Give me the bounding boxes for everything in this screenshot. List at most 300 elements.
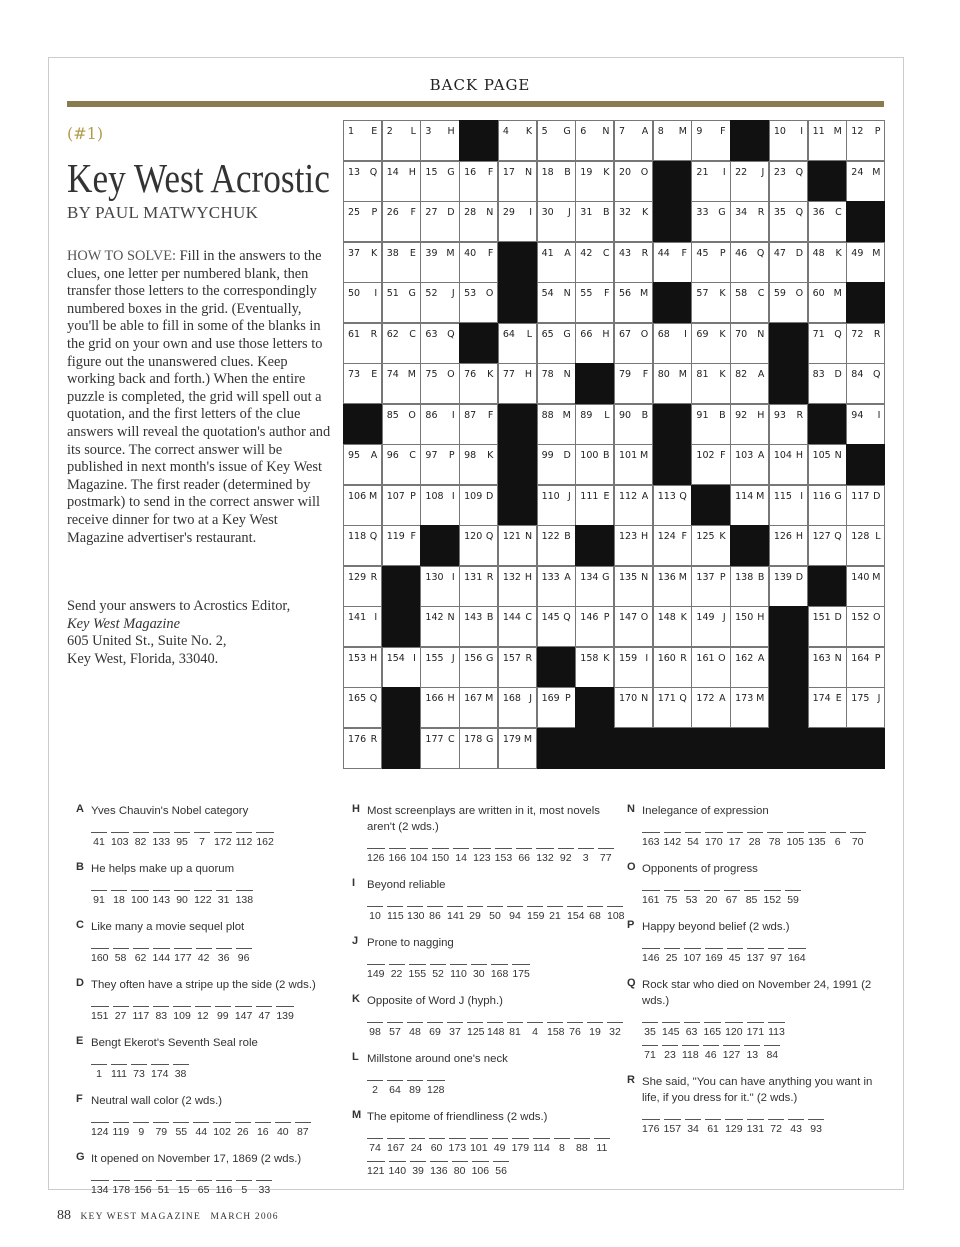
answer-blank[interactable]: 82 [133,832,149,848]
cell-number: 44 [657,247,670,259]
answer-blank[interactable]: 158 [547,1022,563,1038]
clue-item [76,1035,341,1080]
grid-cell [382,161,421,202]
cell-number: 136 [657,571,676,583]
answer-blank[interactable]: 124 [91,1122,109,1138]
answer-blank[interactable]: 57 [387,1022,403,1038]
grid-cell [498,728,537,769]
grid-cell [498,525,537,566]
answer-blank[interactable]: 60 [429,1138,445,1154]
send-magazine: Key West Magazine [67,615,180,632]
answer-blank[interactable]: 11 [594,1138,610,1154]
cell-number: 154 [386,652,405,664]
answer-blank[interactable]: 93 [808,1119,824,1135]
grid-cell [769,525,808,566]
answer-blank[interactable]: 13 [744,1045,760,1061]
cell-number: 94 [851,409,864,421]
cell-number: 146 [580,612,599,623]
answer-blank[interactable]: 24 [409,1138,425,1154]
cell-number: 121 [502,531,521,542]
answer-blank[interactable]: 170 [705,832,723,848]
grid-block [808,728,847,769]
answer-blank[interactable]: 21 [547,906,563,922]
page-footer [57,1208,279,1224]
cell-number: 168 [502,693,521,704]
answer-blank[interactable]: 64 [387,1080,403,1096]
cell-number: 41 [541,247,554,259]
grid-cell [382,323,421,364]
cell-letter: A [370,450,378,461]
cell-number: 4 [502,126,509,137]
answer-blank[interactable]: 23 [662,1045,678,1061]
cell-letter: Q [369,693,378,704]
cell-letter: G [408,288,416,299]
grid-cell [846,606,885,647]
answer-blank[interactable]: 141 [447,906,463,922]
cell-letter: D [834,369,842,380]
cell-number: 60 [812,288,825,299]
clue-item [352,877,625,922]
answer-blank[interactable]: 50 [487,906,503,922]
answer-blank[interactable]: 156 [134,1180,152,1196]
cell-number: 85 [386,409,399,421]
answer-blank[interactable]: 99 [215,1006,231,1022]
answer-blank[interactable]: 126 [367,848,385,864]
answer-blank[interactable]: 169 [705,948,723,964]
answer-blank[interactable]: 106 [472,1161,490,1177]
cell-letter: A [564,247,571,259]
answer-blank[interactable]: 151 [91,1006,109,1022]
answer-blank[interactable]: 161 [642,890,660,906]
cell-number: 118 [348,531,367,542]
answer-blank[interactable]: 70 [850,832,866,848]
clue-text: Bengt Ekerot's Seventh Seal role [91,1037,258,1049]
answer-blank[interactable]: 155 [409,964,427,980]
answer-blank[interactable]: 39 [410,1161,426,1177]
answer-blank[interactable]: 77 [598,848,614,864]
cell-number: 56 [619,288,632,299]
answer-blank[interactable]: 63 [684,1022,700,1038]
grid-cell [343,242,382,283]
answer-blank[interactable]: 164 [788,948,806,964]
answer-blank[interactable]: 152 [764,890,782,906]
cell-number: 9 [696,126,703,137]
answer-blank[interactable]: 100 [131,890,149,906]
answer-blank[interactable]: 122 [194,890,212,906]
answer-blank[interactable]: 41 [91,832,107,848]
answer-blank[interactable]: 78 [767,832,783,848]
cell-number: 143 [464,612,483,623]
answer-blank[interactable]: 4 [527,1022,543,1038]
answer-blank[interactable]: 1 [91,1064,107,1080]
grid-cell [343,120,382,161]
answer-blank[interactable]: 171 [747,1022,765,1038]
answer-blank[interactable]: 118 [682,1045,699,1061]
answer-blank[interactable]: 113 [768,1022,785,1038]
cell-letter: O [640,328,649,340]
cell-number: 163 [812,652,831,664]
answer-blank[interactable]: 102 [213,1122,231,1138]
grid-block [769,728,808,769]
grid-cell [537,201,576,242]
cell-letter: O [795,288,804,299]
clue-item [627,1074,892,1135]
answer-blank[interactable]: 111 [111,1064,127,1080]
clue-letter: I [352,877,356,889]
answer-blank[interactable]: 27 [113,1006,129,1022]
answer-blank[interactable]: 94 [507,906,523,922]
answer-blank[interactable]: 71 [642,1045,658,1061]
cell-letter: M [678,126,687,137]
answer-blank[interactable]: 98 [367,1022,383,1038]
answer-blank[interactable]: 148 [487,1022,503,1038]
answer-blank[interactable]: 129 [725,1119,743,1135]
answer-blank[interactable]: 91 [91,890,107,906]
answer-blank[interactable]: 29 [467,906,483,922]
answer-blank[interactable]: 174 [151,1064,169,1080]
answer-blank[interactable]: 132 [536,848,554,864]
answer-blank[interactable]: 149 [367,964,385,980]
answer-blank[interactable]: 163 [642,832,660,848]
answer-blank[interactable]: 79 [153,1122,169,1138]
answer-blank[interactable]: 92 [558,848,574,864]
cell-number: 129 [348,571,367,583]
answer-blank[interactable]: 114 [533,1138,550,1154]
answer-blank[interactable]: 54 [685,832,701,848]
cell-letter: N [486,207,494,218]
cell-number: 53 [464,288,477,299]
answer-blank[interactable]: 157 [664,1119,682,1135]
answer-blank[interactable]: 81 [507,1022,523,1038]
clue-column-2 [352,803,625,1190]
answer-blank[interactable]: 130 [407,906,423,922]
cell-number: 169 [541,693,560,704]
answer-blank[interactable]: 167 [387,1138,405,1154]
answer-blank[interactable]: 97 [768,948,784,964]
answer-blank[interactable]: 45 [727,948,743,964]
cell-number: 139 [773,571,792,583]
grid-cell [537,282,576,323]
answer-blank[interactable]: 59 [785,890,801,906]
answer-blank[interactable]: 104 [410,848,428,864]
answer-blank[interactable]: 66 [516,848,532,864]
cell-letter: M [485,693,494,704]
answer-blank[interactable]: 125 [467,1022,483,1038]
answer-blank[interactable]: 80 [452,1161,468,1177]
answer-blank[interactable]: 52 [430,964,446,980]
answer-blank[interactable]: 143 [153,890,171,906]
grid-block [382,606,421,647]
grid-cell [653,323,692,364]
grid-cell [614,242,653,283]
answer-blank[interactable]: 140 [389,1161,407,1177]
answer-blank[interactable]: 86 [427,906,443,922]
cell-number: 162 [735,652,754,664]
cell-letter: A [757,369,765,380]
answer-blank[interactable]: 145 [662,1022,680,1038]
cell-letter: D [834,612,842,623]
answer-blank[interactable]: 19 [587,1022,603,1038]
cell-letter: H [641,531,649,542]
answer-blank[interactable]: 62 [133,948,149,964]
answer-blank[interactable]: 48 [407,1022,423,1038]
cell-letter: Q [679,490,687,502]
answer-blank[interactable]: 85 [744,890,760,906]
answer-blank[interactable]: 90 [174,890,190,906]
cell-letter: I [374,288,378,299]
grid-cell [653,525,692,566]
answer-blank[interactable]: 154 [567,906,583,922]
cell-letter: Q [873,369,881,380]
answer-blank[interactable]: 37 [447,1022,463,1038]
cell-number: 14 [386,166,399,178]
answer-blank[interactable]: 74 [367,1138,383,1154]
answer-blank[interactable]: 2 [367,1080,383,1096]
answer-blank[interactable]: 142 [664,832,682,848]
cell-number: 99 [541,450,554,461]
answer-blank[interactable]: 95 [174,832,190,848]
answer-blank[interactable]: 58 [113,948,129,964]
cell-number: 52 [425,288,438,299]
answer-blank[interactable]: 101 [470,1138,488,1154]
grid-cell [537,404,576,445]
answer-blank[interactable]: 10 [367,906,383,922]
instructions-lead: HOW TO SOLVE: [67,248,177,264]
grid-cell [459,687,498,728]
grid-cell [769,201,808,242]
cell-number: 148 [657,612,676,623]
answer-blank[interactable]: 17 [727,832,743,848]
answer-blank[interactable]: 137 [747,948,765,964]
answer-blank[interactable]: 14 [453,848,469,864]
cell-letter: P [603,612,610,623]
cell-letter: Q [447,328,455,340]
answer-blank[interactable]: 69 [427,1022,443,1038]
cell-letter: M [407,369,416,380]
answer-blank[interactable]: 89 [407,1080,423,1096]
answer-blank[interactable]: 46 [703,1045,719,1061]
answer-blank[interactable]: 55 [173,1122,189,1138]
answer-blank[interactable]: 150 [432,848,450,864]
answer-blank[interactable]: 44 [193,1122,209,1138]
answer-blank[interactable]: 72 [768,1119,784,1135]
cell-letter: H [447,693,455,704]
cell-number: 20 [619,166,632,178]
answer-blank[interactable]: 73 [131,1064,147,1080]
answer-blank[interactable]: 173 [449,1138,467,1154]
answer-blank[interactable]: 139 [276,1006,294,1022]
answer-blank[interactable]: 26 [235,1122,251,1138]
answer-blank[interactable]: 12 [195,1006,211,1022]
grid-cell [691,161,730,202]
answer-blank[interactable]: 84 [764,1045,780,1061]
cell-letter: M [678,571,687,583]
answer-blank[interactable]: 20 [704,890,720,906]
cell-letter: J [567,207,571,218]
answer-blank[interactable]: 49 [492,1138,508,1154]
answer-blank[interactable]: 136 [430,1161,448,1177]
grid-cell [537,606,576,647]
grid-cell [691,120,730,161]
answer-blank[interactable]: 65 [196,1180,212,1196]
answer-blank[interactable]: 108 [607,906,623,922]
grid-block [653,728,692,769]
grid-cell [614,566,653,607]
grid-cell [420,363,459,404]
answer-blank[interactable]: 128 [427,1080,445,1096]
answer-blank[interactable]: 9 [133,1122,149,1138]
answer-blank[interactable]: 135 [808,832,826,848]
answer-blank[interactable]: 134 [91,1180,109,1196]
answer-blank[interactable]: 179 [512,1138,530,1154]
answer-blank[interactable]: 7 [194,832,210,848]
answer-blank[interactable]: 123 [473,848,491,864]
answer-blank[interactable]: 40 [275,1122,291,1138]
clue-item [627,919,892,964]
answer-blank[interactable]: 133 [153,832,171,848]
answer-blank[interactable]: 175 [512,964,530,980]
cell-letter: Q [834,328,842,340]
answer-blank[interactable]: 16 [255,1122,271,1138]
answer-blank[interactable]: 5 [236,1180,252,1196]
cell-letter: N [524,531,533,542]
cell-letter: Q [369,166,378,178]
cell-letter: D [795,247,804,259]
answer-blank[interactable]: 56 [493,1161,509,1177]
answer-blank[interactable]: 116 [216,1180,233,1196]
grid-cell [691,404,730,445]
answer-blank[interactable]: 127 [723,1045,741,1061]
cell-letter: F [642,369,649,380]
answer-blank[interactable]: 34 [685,1119,701,1135]
cell-number: 105 [812,450,831,461]
answer-blank[interactable]: 178 [113,1180,131,1196]
answer-blank[interactable]: 109 [173,1006,191,1022]
answer-blank[interactable]: 110 [450,964,467,980]
send-address [67,598,332,668]
answer-blank[interactable]: 25 [664,948,680,964]
cell-letter: N [757,328,765,340]
answer-blank[interactable]: 96 [236,948,252,964]
answer-blank[interactable]: 61 [705,1119,721,1135]
cell-number: 140 [851,571,870,583]
clue-text: Beyond reliable [367,879,446,891]
cell-number: 86 [425,409,438,421]
cell-number: 81 [696,369,709,380]
answer-blank[interactable]: 168 [491,964,509,980]
cell-number: 49 [851,247,864,259]
answer-blank[interactable]: 33 [256,1180,272,1196]
answer-blank[interactable]: 38 [173,1064,189,1080]
answer-blank[interactable]: 22 [389,964,405,980]
answer-blank[interactable]: 6 [830,832,846,848]
answer-blank[interactable]: 147 [235,1006,253,1022]
answer-blank[interactable]: 47 [256,1006,272,1022]
clue-letter: R [627,1074,635,1086]
cell-number: 177 [425,733,444,745]
clue-item [627,977,892,1038]
grid-cell [846,363,885,404]
answer-blank[interactable]: 32 [607,1022,623,1038]
cell-letter: B [602,207,610,218]
answer-blank[interactable]: 28 [747,832,763,848]
grid-cell [382,120,421,161]
cell-number: 84 [851,369,864,380]
answer-blank[interactable]: 35 [642,1022,658,1038]
answer-blank[interactable]: 144 [153,948,171,964]
answer-blank[interactable]: 121 [367,1161,385,1177]
clue-letter: Q [627,977,636,989]
answer-blank[interactable]: 43 [788,1119,804,1135]
answer-blank[interactable]: 105 [787,832,805,848]
answer-blank[interactable]: 15 [176,1180,192,1196]
answer-blank[interactable]: 42 [196,948,212,964]
grid-block [575,687,614,728]
answer-blank[interactable]: 166 [389,848,407,864]
answer-blank[interactable]: 172 [214,832,232,848]
cell-number: 45 [696,247,709,259]
clue-text: Neutral wall color (2 wds.) [91,1095,223,1107]
answer-blank[interactable]: 131 [747,1119,765,1135]
answer-blank[interactable]: 176 [642,1119,660,1135]
answer-blank[interactable]: 162 [256,832,274,848]
answer-blank[interactable]: 159 [527,906,543,922]
answer-blank[interactable]: 36 [216,948,232,964]
answer-blank[interactable]: 76 [567,1022,583,1038]
clue-item [76,919,341,964]
answer-blank[interactable]: 119 [113,1122,130,1138]
clue-letter: G [76,1151,85,1163]
answer-blank[interactable]: 67 [724,890,740,906]
answer-blank[interactable]: 153 [495,848,513,864]
answer-blank[interactable]: 115 [387,906,403,922]
answer-blank[interactable]: 18 [111,890,127,906]
answer-blank[interactable]: 103 [111,832,129,848]
clue-item [352,1109,617,1154]
answer-blank[interactable]: 146 [642,948,660,964]
answer-blank[interactable]: 87 [295,1122,311,1138]
answer-blank[interactable]: 31 [216,890,232,906]
grid-cell [420,566,459,607]
grid-cell [730,687,769,728]
answer-blank[interactable]: 83 [153,1006,169,1022]
answer-blank[interactable]: 120 [725,1022,743,1038]
clue-text: Opponents of progress [642,863,758,875]
answer-blank[interactable]: 107 [684,948,702,964]
answer-blank[interactable]: 138 [236,890,254,906]
answer-blank[interactable]: 160 [91,948,109,964]
answer-blank[interactable]: 53 [684,890,700,906]
answer-blank[interactable]: 177 [174,948,192,964]
answer-blank[interactable]: 112 [236,832,253,848]
cell-letter: J [761,166,765,178]
answer-blank[interactable]: 88 [574,1138,590,1154]
answer-blank[interactable]: 117 [133,1006,150,1022]
answer-blank[interactable]: 51 [156,1180,172,1196]
answer-blank[interactable]: 3 [578,848,594,864]
cell-letter: K [719,328,726,340]
cell-number: 138 [735,571,754,583]
cell-number: 145 [541,612,560,623]
clue-item [352,935,617,980]
answer-blank[interactable]: 8 [554,1138,570,1154]
grid-cell [459,404,498,445]
answer-blank[interactable]: 68 [587,906,603,922]
grid-block [691,485,730,526]
answer-blank[interactable]: 165 [704,1022,722,1038]
answer-blank[interactable]: 30 [471,964,487,980]
answer-blank[interactable]: 75 [664,890,680,906]
